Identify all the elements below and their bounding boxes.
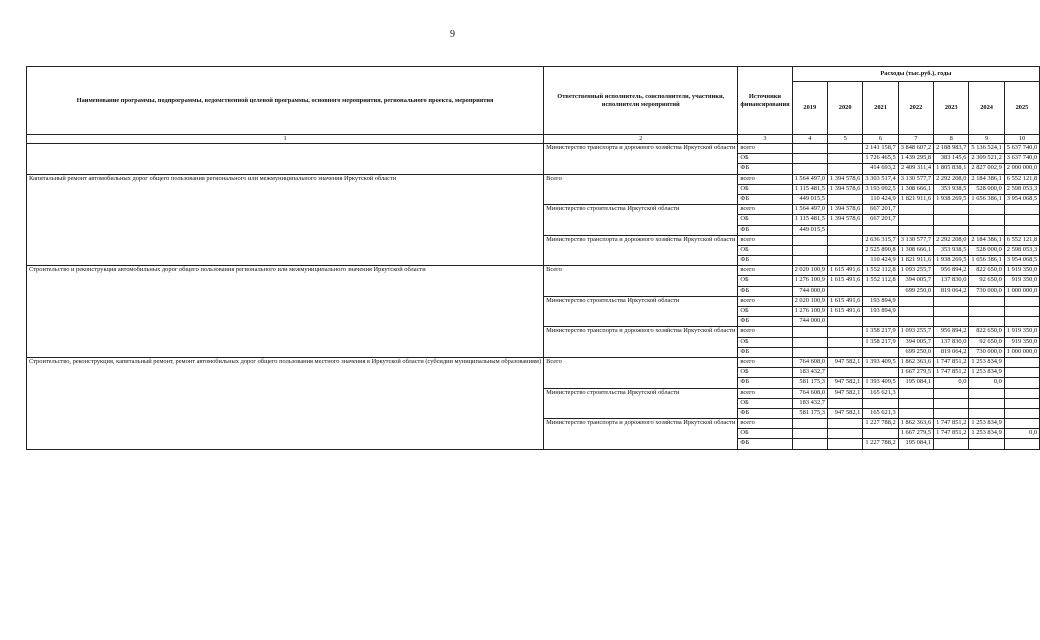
amount-cell — [827, 245, 862, 255]
executor-cell: Министерство транспорта и дорожного хозяйства Иркутской области — [544, 235, 738, 266]
amount-cell — [827, 256, 862, 266]
column-number: 9 — [969, 135, 1004, 144]
amount-cell — [792, 439, 827, 449]
amount-cell — [1004, 317, 1039, 327]
column-number: 6 — [863, 135, 898, 144]
amount-cell — [1004, 296, 1039, 306]
amount-cell — [934, 388, 969, 398]
amount-cell — [969, 225, 1004, 235]
amount-cell: 1 938 269,5 — [934, 194, 969, 204]
amount-cell — [792, 347, 827, 357]
funding-source-cell: ОБ — [738, 307, 792, 317]
amount-cell — [792, 235, 827, 245]
amount-cell: 110 424,9 — [863, 256, 898, 266]
amount-cell: 1 919 350,0 — [1004, 266, 1039, 276]
amount-cell: 956 894,2 — [934, 266, 969, 276]
amount-cell — [827, 419, 862, 429]
amount-cell — [934, 225, 969, 235]
header-year: 2023 — [934, 82, 969, 135]
amount-cell: 137 830,0 — [934, 276, 969, 286]
amount-cell — [827, 194, 862, 204]
amount-cell — [1004, 205, 1039, 215]
amount-cell: 1 394 578,6 — [827, 205, 862, 215]
funding-source-cell: всего — [738, 327, 792, 337]
amount-cell: 2 141 158,7 — [863, 144, 898, 154]
amount-cell: 919 350,0 — [1004, 276, 1039, 286]
amount-cell — [934, 439, 969, 449]
column-number: 2 — [544, 135, 738, 144]
amount-cell: 2 020 100,9 — [792, 296, 827, 306]
amount-cell — [863, 347, 898, 357]
amount-cell: 1 726 465,5 — [863, 154, 898, 164]
header-funding-source: Источники финансирования — [738, 67, 792, 135]
amount-cell: 193 894,9 — [863, 307, 898, 317]
amount-cell — [898, 398, 933, 408]
amount-cell: 1 308 666,1 — [898, 245, 933, 255]
amount-cell: 110 424,9 — [863, 194, 898, 204]
amount-cell: 1 919 350,0 — [1004, 327, 1039, 337]
amount-cell: 3 954 068,5 — [1004, 256, 1039, 266]
amount-cell: 1 656 386,1 — [969, 194, 1004, 204]
amount-cell: 2 636 315,7 — [863, 235, 898, 245]
amount-cell: 1 394 578,6 — [827, 215, 862, 225]
amount-cell: 744 000,0 — [792, 286, 827, 296]
amount-cell: 3 193 092,5 — [863, 184, 898, 194]
amount-cell: 822 650,0 — [969, 266, 1004, 276]
amount-cell — [863, 225, 898, 235]
amount-cell: 1 276 100,9 — [792, 276, 827, 286]
amount-cell: 956 894,2 — [934, 327, 969, 337]
column-number: 5 — [827, 135, 862, 144]
header-year: 2019 — [792, 82, 827, 135]
amount-cell: 1 227 788,2 — [863, 419, 898, 429]
funding-source-cell: ОБ — [738, 398, 792, 408]
amount-cell: 947 582,1 — [827, 378, 862, 388]
amount-cell: 822 650,0 — [969, 327, 1004, 337]
amount-cell: 165 621,3 — [863, 408, 898, 418]
table-row — [27, 357, 1040, 367]
amount-cell — [827, 144, 862, 154]
amount-cell: 449 015,5 — [792, 225, 827, 235]
amount-cell: 1 253 834,9 — [969, 357, 1004, 367]
amount-cell — [934, 296, 969, 306]
table-row — [27, 144, 1040, 154]
funding-source-cell: ФБ — [738, 194, 792, 204]
expenses-table — [26, 66, 1040, 450]
program-name-cell: Капитальный ремонт автомобильных дорог общего пользования регионального или межмуниципального значения Иркутской области — [27, 174, 544, 266]
amount-cell: 3 954 068,5 — [1004, 194, 1039, 204]
amount-cell: 1 000 000,0 — [1004, 286, 1039, 296]
funding-source-cell: всего — [738, 419, 792, 429]
amount-cell — [934, 398, 969, 408]
amount-cell — [898, 307, 933, 317]
amount-cell — [1004, 215, 1039, 225]
amount-cell: 2 184 386,1 — [969, 235, 1004, 245]
amount-cell: 1 308 666,1 — [898, 184, 933, 194]
amount-cell: 947 582,1 — [827, 388, 862, 398]
header-year: 2021 — [863, 82, 898, 135]
amount-cell: 1 358 217,9 — [863, 337, 898, 347]
amount-cell: 1 227 788,2 — [863, 439, 898, 449]
funding-source-cell: ОБ — [738, 368, 792, 378]
amount-cell — [1004, 368, 1039, 378]
amount-cell: 414 693,2 — [863, 164, 898, 174]
amount-cell — [827, 286, 862, 296]
amount-cell — [827, 429, 862, 439]
funding-source-cell: всего — [738, 388, 792, 398]
column-number: 4 — [792, 135, 827, 144]
amount-cell: 1 747 851,2 — [934, 368, 969, 378]
amount-cell: 195 084,1 — [898, 378, 933, 388]
amount-cell: 1 000 000,0 — [1004, 347, 1039, 357]
amount-cell: 1 938 269,5 — [934, 256, 969, 266]
amount-cell — [863, 398, 898, 408]
amount-cell: 2 598 053,3 — [1004, 184, 1039, 194]
header-executor: Ответственный исполнитель, соисполнители, участники, исполнители мероприятий — [544, 67, 738, 135]
funding-source-cell: всего — [738, 266, 792, 276]
amount-cell: 193 894,9 — [863, 296, 898, 306]
amount-cell: 1 253 834,9 — [969, 429, 1004, 439]
amount-cell: 730 000,0 — [969, 286, 1004, 296]
column-number: 3 — [738, 135, 792, 144]
amount-cell: 2 598 053,3 — [1004, 245, 1039, 255]
amount-cell: 528 000,0 — [969, 184, 1004, 194]
amount-cell: 730 000,0 — [969, 347, 1004, 357]
amount-cell — [1004, 225, 1039, 235]
amount-cell: 1 093 255,7 — [898, 266, 933, 276]
amount-cell: 1 656 386,1 — [969, 256, 1004, 266]
amount-cell: 1 093 255,7 — [898, 327, 933, 337]
amount-cell: 919 350,0 — [1004, 337, 1039, 347]
amount-cell — [969, 215, 1004, 225]
amount-cell: 3 303 517,4 — [863, 174, 898, 184]
amount-cell — [863, 429, 898, 439]
amount-cell: 6 552 121,8 — [1004, 174, 1039, 184]
amount-cell: 2 827 002,9 — [969, 164, 1004, 174]
amount-cell: 1 821 911,6 — [898, 194, 933, 204]
funding-source-cell: ОБ — [738, 276, 792, 286]
amount-cell: 1 393 409,5 — [863, 378, 898, 388]
funding-source-cell: ОБ — [738, 184, 792, 194]
column-number: 10 — [1004, 135, 1039, 144]
amount-cell — [827, 398, 862, 408]
amount-cell — [827, 327, 862, 337]
amount-cell: 2 188 983,7 — [934, 144, 969, 154]
amount-cell: 1 394 578,6 — [827, 184, 862, 194]
amount-cell: 0,0 — [934, 378, 969, 388]
amount-cell: 2 309 521,2 — [969, 154, 1004, 164]
executor-cell: Всего — [544, 357, 738, 388]
amount-cell: 3 130 577,7 — [898, 235, 933, 245]
executor-cell: Министерство строительства Иркутской области — [544, 388, 738, 419]
amount-cell: 667 201,7 — [863, 205, 898, 215]
funding-source-cell: ФБ — [738, 378, 792, 388]
table-row — [27, 174, 1040, 184]
funding-source-cell: ФБ — [738, 439, 792, 449]
executor-cell: Министерство строительства Иркутской области — [544, 296, 738, 327]
amount-cell — [898, 296, 933, 306]
amount-cell — [827, 317, 862, 327]
funding-source-cell: ФБ — [738, 286, 792, 296]
amount-cell: 1 821 911,6 — [898, 256, 933, 266]
amount-cell: 3 637 740,0 — [1004, 154, 1039, 164]
funding-source-cell: всего — [738, 144, 792, 154]
amount-cell — [792, 154, 827, 164]
amount-cell: 1 747 851,2 — [934, 357, 969, 367]
amount-cell: 353 938,5 — [934, 245, 969, 255]
executor-cell: Министерство строительства Иркутской области — [544, 205, 738, 236]
page-number: 9 — [450, 29, 455, 40]
amount-cell: 449 015,5 — [792, 194, 827, 204]
amount-cell — [827, 347, 862, 357]
amount-cell: 819 064,2 — [934, 347, 969, 357]
executor-cell: Министерство транспорта и дорожного хозяйства Иркутской области — [544, 419, 738, 450]
funding-source-cell: ФБ — [738, 347, 792, 357]
funding-source-cell: ОБ — [738, 154, 792, 164]
amount-cell — [792, 337, 827, 347]
header-year: 2022 — [898, 82, 933, 135]
amount-cell — [934, 408, 969, 418]
amount-cell — [934, 307, 969, 317]
amount-cell: 1 394 578,6 — [827, 174, 862, 184]
amount-cell: 383 145,6 — [934, 154, 969, 164]
amount-cell — [1004, 357, 1039, 367]
amount-cell — [969, 307, 1004, 317]
amount-cell: 0,0 — [1004, 429, 1039, 439]
amount-cell — [898, 225, 933, 235]
amount-cell: 2 409 311,4 — [898, 164, 933, 174]
amount-cell: 1 667 279,5 — [898, 368, 933, 378]
executor-cell: Всего — [544, 174, 738, 205]
amount-cell: 947 582,1 — [827, 357, 862, 367]
funding-source-cell: ОБ — [738, 215, 792, 225]
amount-cell: 1 115 481,5 — [792, 215, 827, 225]
amount-cell: 183 432,7 — [792, 398, 827, 408]
amount-cell — [827, 439, 862, 449]
amount-cell — [969, 296, 1004, 306]
amount-cell — [969, 388, 1004, 398]
amount-cell: 1 564 497,0 — [792, 205, 827, 215]
amount-cell: 2 292 208,0 — [934, 235, 969, 245]
amount-cell: 1 439 295,8 — [898, 154, 933, 164]
program-name-cell — [27, 144, 544, 175]
amount-cell: 5 637 740,0 — [1004, 144, 1039, 154]
amount-cell — [827, 337, 862, 347]
amount-cell: 2 020 100,9 — [792, 266, 827, 276]
amount-cell — [898, 215, 933, 225]
amount-cell: 1 393 409,5 — [863, 357, 898, 367]
amount-cell: 1 667 279,5 — [898, 429, 933, 439]
program-name-cell: Строительство, реконструкция, капитальный ремонт, ремонт автомобильных дорог общего пользования местного значения в Иркутской области (субсидии муниципальным образованиям) — [27, 357, 544, 449]
amount-cell — [1004, 388, 1039, 398]
funding-source-cell: ОБ — [738, 429, 792, 439]
amount-cell: 92 650,0 — [969, 337, 1004, 347]
amount-cell — [827, 368, 862, 378]
amount-cell: 353 938,5 — [934, 184, 969, 194]
column-number: 8 — [934, 135, 969, 144]
amount-cell — [792, 419, 827, 429]
amount-cell — [1004, 419, 1039, 429]
amount-cell: 2 184 386,1 — [969, 174, 1004, 184]
funding-source-cell: ОБ — [738, 337, 792, 347]
funding-source-cell: ФБ — [738, 164, 792, 174]
amount-cell: 0,0 — [969, 378, 1004, 388]
amount-cell: 699 250,0 — [898, 347, 933, 357]
amount-cell — [827, 154, 862, 164]
amount-cell: 3 848 607,2 — [898, 144, 933, 154]
executor-cell: Министерство транспорта и дорожного хозяйства Иркутской области — [544, 327, 738, 358]
amount-cell: 581 175,3 — [792, 378, 827, 388]
amount-cell: 1 615 491,6 — [827, 266, 862, 276]
executor-cell: Министерство транспорта и дорожного хозяйства Иркутской области — [544, 144, 738, 175]
amount-cell: 819 064,2 — [934, 286, 969, 296]
header-year: 2020 — [827, 82, 862, 135]
amount-cell: 137 830,0 — [934, 337, 969, 347]
amount-cell — [969, 439, 1004, 449]
amount-cell: 183 432,7 — [792, 368, 827, 378]
funding-source-cell: всего — [738, 235, 792, 245]
amount-cell — [969, 408, 1004, 418]
amount-cell — [863, 368, 898, 378]
amount-cell: 3 130 577,7 — [898, 174, 933, 184]
amount-cell: 1 552 112,8 — [863, 276, 898, 286]
funding-source-cell: всего — [738, 357, 792, 367]
funding-source-cell: ФБ — [738, 256, 792, 266]
header-expenses-group: Расходы (тыс.руб.), годы — [792, 67, 1040, 82]
funding-source-cell: ФБ — [738, 317, 792, 327]
amount-cell — [863, 317, 898, 327]
amount-cell: 1 615 491,6 — [827, 296, 862, 306]
amount-cell: 1 747 851,2 — [934, 429, 969, 439]
amount-cell: 947 582,1 — [827, 408, 862, 418]
amount-cell — [792, 164, 827, 174]
amount-cell: 1 564 497,0 — [792, 174, 827, 184]
amount-cell — [969, 205, 1004, 215]
funding-source-cell: ФБ — [738, 225, 792, 235]
amount-cell: 528 000,0 — [969, 245, 1004, 255]
amount-cell — [898, 388, 933, 398]
amount-cell: 1 276 100,9 — [792, 307, 827, 317]
amount-cell: 1 552 112,8 — [863, 266, 898, 276]
amount-cell: 2 000 000,0 — [1004, 164, 1039, 174]
amount-cell — [1004, 307, 1039, 317]
amount-cell — [792, 429, 827, 439]
header-year: 2025 — [1004, 82, 1039, 135]
amount-cell — [969, 398, 1004, 408]
amount-cell — [1004, 378, 1039, 388]
amount-cell — [934, 317, 969, 327]
amount-cell: 667 201,7 — [863, 215, 898, 225]
amount-cell — [827, 164, 862, 174]
amount-cell — [898, 408, 933, 418]
amount-cell: 1 862 363,6 — [898, 357, 933, 367]
amount-cell: 394 005,7 — [898, 337, 933, 347]
amount-cell: 195 084,1 — [898, 439, 933, 449]
funding-source-cell: всего — [738, 174, 792, 184]
funding-source-cell: всего — [738, 205, 792, 215]
funding-source-cell: всего — [738, 296, 792, 306]
amount-cell: 1 615 491,6 — [827, 276, 862, 286]
executor-cell: Всего — [544, 266, 738, 297]
amount-cell — [1004, 398, 1039, 408]
amount-cell — [792, 327, 827, 337]
amount-cell: 2 292 208,0 — [934, 174, 969, 184]
amount-cell — [827, 235, 862, 245]
amount-cell — [863, 286, 898, 296]
amount-cell: 1 115 481,5 — [792, 184, 827, 194]
amount-cell: 5 136 524,1 — [969, 144, 1004, 154]
amount-cell — [1004, 408, 1039, 418]
amount-cell — [1004, 439, 1039, 449]
amount-cell: 1 253 834,9 — [969, 419, 1004, 429]
amount-cell: 92 650,0 — [969, 276, 1004, 286]
amount-cell: 1 862 363,6 — [898, 419, 933, 429]
amount-cell — [934, 205, 969, 215]
amount-cell — [934, 215, 969, 225]
amount-cell: 2 525 890,8 — [863, 245, 898, 255]
amount-cell: 1 615 491,6 — [827, 307, 862, 317]
amount-cell — [898, 317, 933, 327]
column-number: 7 — [898, 135, 933, 144]
header-year: 2024 — [969, 82, 1004, 135]
program-name-cell: Строительство и реконструкция автомобильных дорог общего пользования регионального или межмуниципального значения Иркутской области — [27, 266, 544, 358]
column-number: 1 — [27, 135, 544, 144]
amount-cell — [898, 205, 933, 215]
amount-cell — [792, 144, 827, 154]
header-program-name: Наименование программы, подпрограммы, ведомственной целевой программы, основного мероприятия, регионального проекта, мероприятия — [27, 67, 544, 135]
amount-cell: 165 621,3 — [863, 388, 898, 398]
amount-cell — [969, 317, 1004, 327]
funding-source-cell: ОБ — [738, 245, 792, 255]
amount-cell: 6 552 121,8 — [1004, 235, 1039, 245]
amount-cell: 764 608,0 — [792, 388, 827, 398]
table-row — [27, 266, 1040, 276]
amount-cell — [792, 256, 827, 266]
funding-source-cell: ФБ — [738, 408, 792, 418]
amount-cell: 394 005,7 — [898, 276, 933, 286]
amount-cell: 1 747 851,2 — [934, 419, 969, 429]
amount-cell: 699 250,0 — [898, 286, 933, 296]
amount-cell — [827, 225, 862, 235]
amount-cell — [792, 245, 827, 255]
amount-cell: 764 608,0 — [792, 357, 827, 367]
amount-cell: 1 358 217,9 — [863, 327, 898, 337]
amount-cell: 581 175,3 — [792, 408, 827, 418]
amount-cell: 1 805 838,1 — [934, 164, 969, 174]
amount-cell: 744 000,0 — [792, 317, 827, 327]
amount-cell: 1 253 834,9 — [969, 368, 1004, 378]
